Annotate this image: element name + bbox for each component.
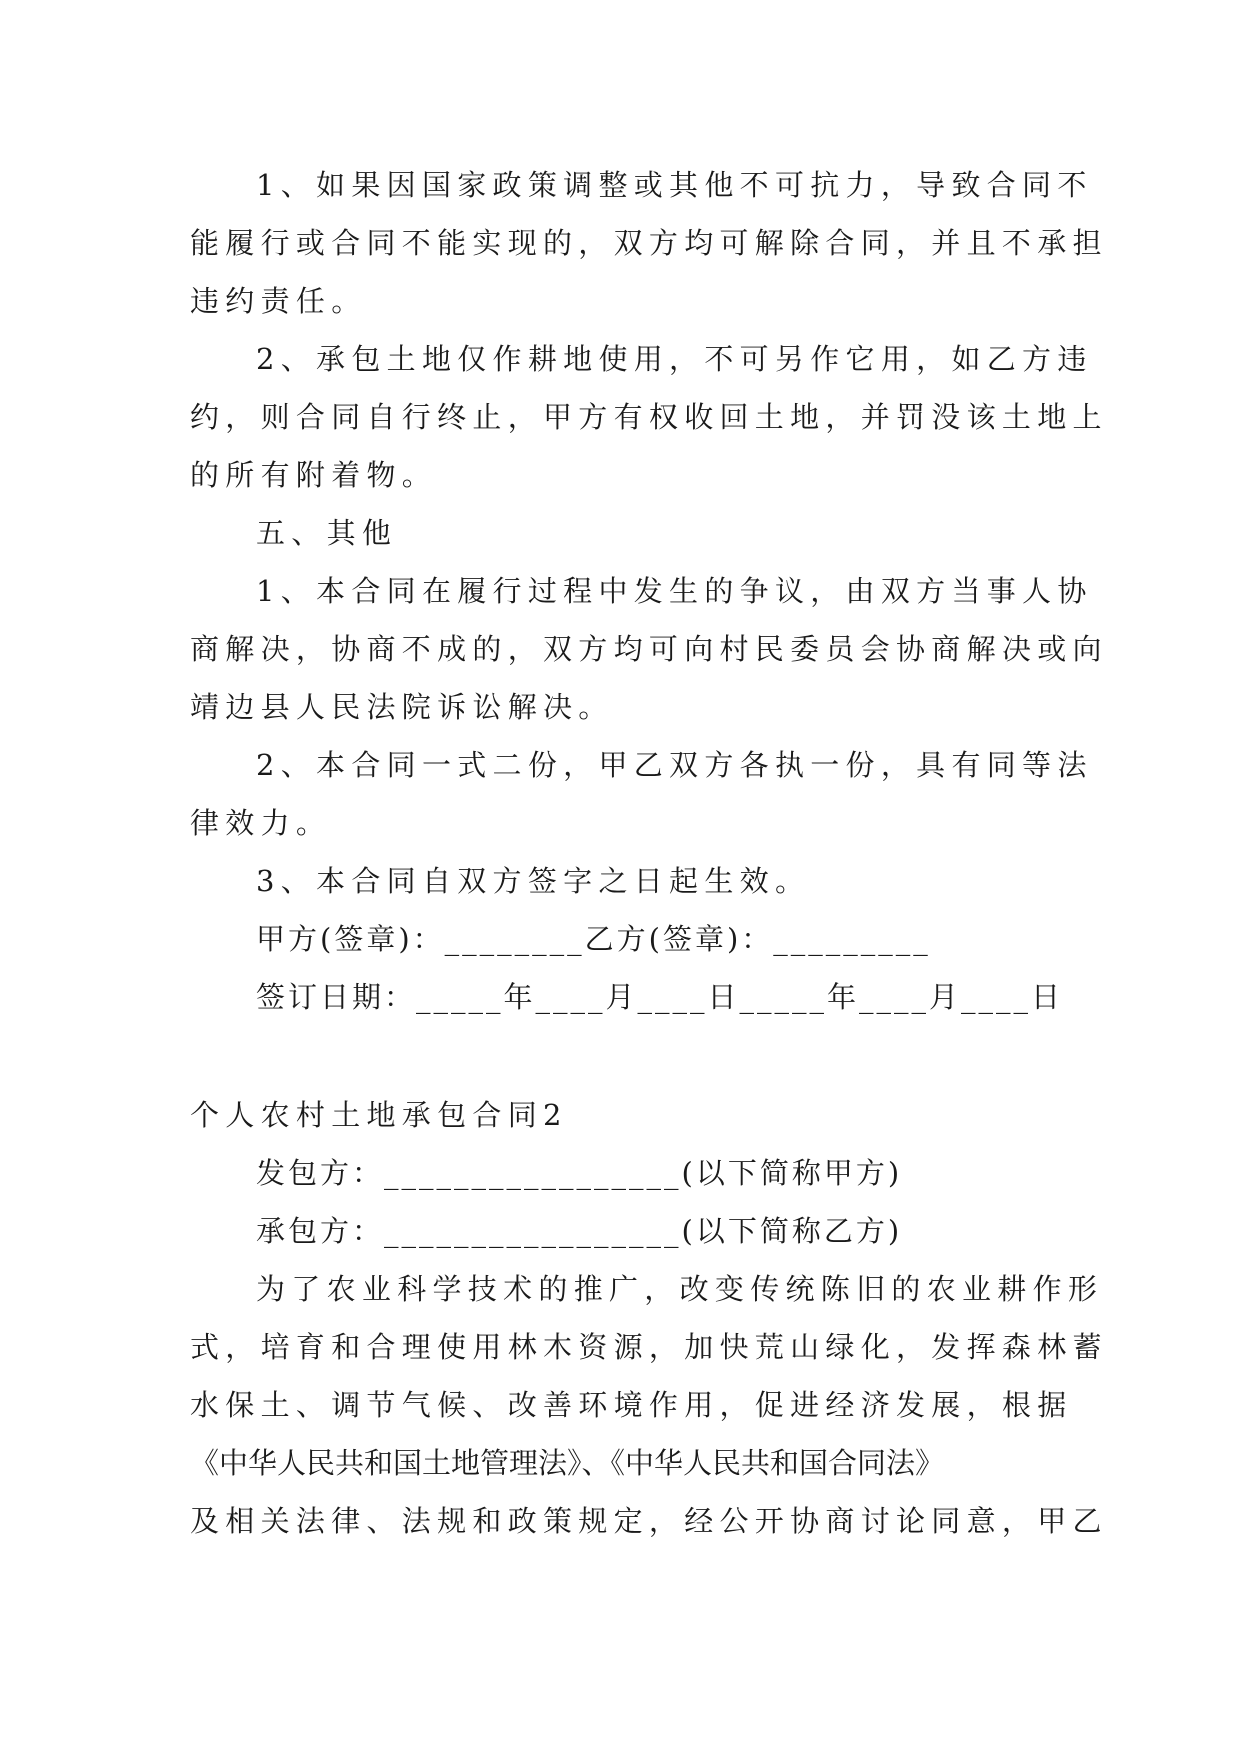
clause-4-1-line-1: 1、如果因国家政策调整或其他不可抗力，导致合同不 (256, 168, 1093, 202)
contractor-undertaker-line: 承包方：_________________(以下简称乙方) (256, 1214, 903, 1248)
preamble-line-5: 及相关法律、法规和政策规定，经公开协商讨论同意，甲乙 (190, 1504, 1108, 1538)
contractor-issuer-line: 发包方：_________________(以下简称甲方) (256, 1156, 903, 1190)
preamble-line-2: 式，培育和合理使用林木资源，加快荒山绿化，发挥森林蓄 (190, 1330, 1108, 1364)
section-5-heading: 五、其他 (256, 516, 398, 550)
clause-4-2-line-2: 约，则合同自行终止，甲方有权收回土地，并罚没该土地上 (190, 400, 1108, 434)
clause-5-2-line-1: 2、本合同一式二份，甲乙双方各执一份，具有同等法 (256, 748, 1093, 782)
preamble-line-1: 为了农业科学技术的推广，改变传统陈旧的农业耕作形 (256, 1272, 1104, 1306)
preamble-line-3: 水保土、调节气候、改善环境作用，促进经济发展，根据 (190, 1388, 1073, 1422)
clause-5-1-line-2: 商解决，协商不成的，双方均可向村民委员会协商解决或向 (190, 632, 1108, 666)
preamble-line-4: 《中华人民共和国土地管理法》、《中华人民共和国合同法》 (190, 1446, 945, 1480)
clause-5-1-line-3: 靖边县人民法院诉讼解决。 (190, 690, 614, 724)
clause-5-3: 3、本合同自双方签字之日起生效。 (256, 864, 811, 898)
clause-4-1-line-3: 违约责任。 (190, 284, 367, 318)
signing-date-line: 签订日期：_____年____月____日_____年____月____日 (256, 980, 1064, 1014)
signature-line: 甲方(签章)：________乙方(签章)：_________ (256, 922, 931, 956)
contract-2-title: 个人农村土地承包合同2 (190, 1098, 568, 1132)
clause-5-2-line-2: 律效力。 (190, 806, 332, 840)
clause-4-2-line-3: 的所有附着物。 (190, 458, 438, 492)
clause-4-1-line-2: 能履行或合同不能实现的，双方均可解除合同，并且不承担 (190, 226, 1108, 260)
clause-5-1-line-1: 1、本合同在履行过程中发生的争议，由双方当事人协 (256, 574, 1093, 608)
clause-4-2-line-1: 2、承包土地仅作耕地使用，不可另作它用，如乙方违 (256, 342, 1093, 376)
